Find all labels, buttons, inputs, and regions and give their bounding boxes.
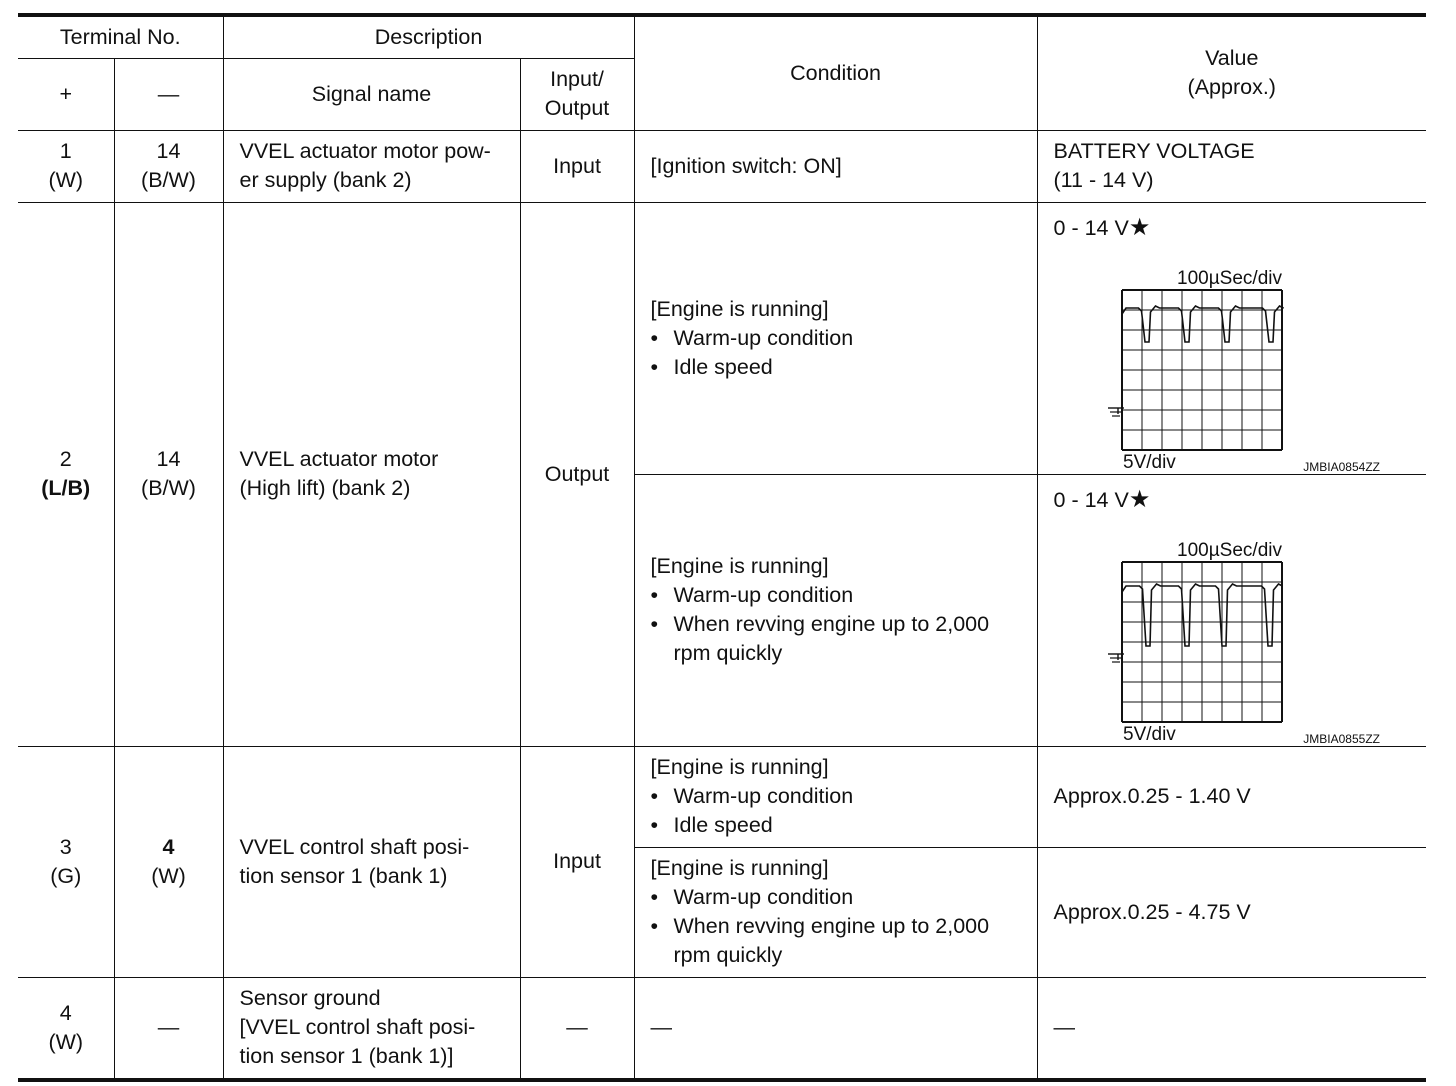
value-cell: Approx.0.25 - 1.40 V [1037, 746, 1426, 847]
terminal-minus-no: 14 [156, 447, 181, 471]
header-value-line2: (Approx.) [1187, 75, 1276, 100]
value-cell [1037, 474, 1426, 746]
signal-name-line: er supply (bank 2) [239, 168, 412, 192]
terminal-plus-color: (W) [48, 168, 84, 192]
signal-name-cell [223, 202, 520, 746]
condition-header: [Engine is running] [650, 856, 829, 880]
condition-header: [Engine is running] [650, 296, 829, 321]
condition-bullets [651, 782, 1029, 840]
terminal-minus-color: (B/W) [141, 476, 196, 500]
signal-name-cell [223, 130, 520, 202]
header-terminal-no: Terminal No. [18, 15, 223, 58]
header-minus: — [114, 58, 223, 130]
table-row [18, 746, 1426, 847]
terminal-minus-cell: — [114, 977, 223, 1080]
condition-header: [Engine is running] [650, 554, 829, 578]
table-row [18, 130, 1426, 202]
terminal-plus-no: 2 [59, 447, 72, 471]
volt-scale-label: 5V/div [1122, 723, 1176, 745]
header-value [1037, 15, 1426, 130]
table-row [18, 977, 1426, 1080]
signal-name-cell [223, 746, 520, 977]
condition-bullets [651, 581, 1029, 668]
figure-code: JMBIA0855ZZ [1302, 731, 1380, 746]
terminal-plus-no: 4 [59, 1000, 72, 1025]
table-row [18, 202, 1426, 474]
oscilloscope-waveform [1054, 245, 1389, 474]
signal-name-cell [223, 977, 520, 1080]
condition-cell: [Ignition switch: ON] [634, 130, 1037, 202]
value-cell: — [1037, 977, 1426, 1080]
header-io-line2: Output [544, 96, 610, 120]
signal-name-line: [VVEL control shaft posi- [239, 1015, 476, 1040]
signal-name-line: tion sensor 1 (bank 1) [239, 863, 448, 888]
terminal-plus-color: (L/B) [41, 476, 91, 500]
terminal-plus-cell [18, 130, 114, 202]
terminal-plus-cell [18, 977, 114, 1080]
condition-bullet: • Idle speed [651, 811, 1029, 840]
condition-cell [634, 847, 1037, 977]
header-description: Description [223, 15, 634, 58]
value-line: BATTERY VOLTAGE [1053, 139, 1255, 163]
star-icon: ★ [1128, 213, 1151, 241]
terminal-plus-no: 3 [59, 834, 72, 859]
oscilloscope-waveform [1054, 517, 1389, 746]
header-signal-name: Signal name [223, 58, 520, 130]
terminal-plus-color: (G) [50, 863, 82, 888]
header-io-line1: Input/ [550, 67, 604, 91]
value-cell [1037, 130, 1426, 202]
header-value-line1: Value [1205, 46, 1259, 71]
value-range [1054, 213, 1419, 243]
io-cell: Input [520, 130, 634, 202]
condition-bullet: • Warm-up condition [651, 581, 1029, 610]
condition-bullets [651, 883, 1029, 970]
terminal-minus-no: 14 [156, 139, 181, 163]
header-condition: Condition [634, 15, 1037, 130]
condition-bullet: • Warm-up condition [651, 324, 1029, 353]
terminal-minus-color: (W) [151, 863, 186, 888]
signal-name-line: VVEL actuator motor [239, 447, 439, 471]
condition-bullet: • When revving engine up to 2,000 rpm quickly [651, 610, 1029, 668]
terminal-plus-no: 1 [59, 139, 72, 163]
condition-cell [634, 746, 1037, 847]
signal-name-line: tion sensor 1 (bank 1)] [239, 1044, 454, 1069]
terminal-spec-table [18, 13, 1426, 1082]
terminal-minus-cell [114, 202, 223, 746]
condition-bullet: • When revving engine up to 2,000 rpm quickly [651, 912, 1029, 970]
terminal-minus-no: 4 [162, 834, 175, 859]
condition-bullets [651, 324, 1029, 382]
time-scale-label: 100µSec/div [1176, 267, 1282, 289]
condition-bullet: • Warm-up condition [651, 782, 1029, 811]
terminal-minus-color: (B/W) [141, 168, 196, 192]
figure-code: JMBIA0854ZZ [1302, 459, 1380, 474]
star-icon: ★ [1128, 485, 1151, 513]
value-text: 0 - 14 V [1053, 215, 1129, 240]
condition-bullet: • Idle speed [651, 353, 1029, 382]
header-input-output [520, 58, 634, 130]
io-cell: — [520, 977, 634, 1080]
header-plus: + [18, 58, 114, 130]
terminal-minus-cell [114, 130, 223, 202]
value-text: 0 - 14 V [1053, 487, 1129, 512]
condition-header: [Engine is running] [650, 755, 829, 779]
condition-bullet: • Warm-up condition [651, 883, 1029, 912]
terminal-plus-cell [18, 746, 114, 977]
value-line: (11 - 14 V) [1053, 168, 1154, 192]
signal-name-line: (High lift) (bank 2) [239, 476, 411, 500]
io-cell: Input [520, 746, 634, 977]
scope-grid [1122, 290, 1282, 450]
time-scale-label: 100µSec/div [1176, 539, 1282, 561]
signal-name-line: Sensor ground [239, 986, 381, 1011]
waveform-trace [1122, 306, 1284, 342]
value-cell [1037, 202, 1426, 474]
value-range [1054, 485, 1419, 515]
condition-cell: — [634, 977, 1037, 1080]
terminal-minus-cell [114, 746, 223, 977]
terminal-plus-cell [18, 202, 114, 746]
terminal-plus-color: (W) [48, 1029, 84, 1054]
volt-scale-label: 5V/div [1122, 451, 1176, 473]
signal-name-line: VVEL actuator motor pow- [239, 139, 491, 163]
condition-cell [634, 202, 1037, 474]
io-cell: Output [520, 202, 634, 746]
condition-cell [634, 474, 1037, 746]
value-cell: Approx.0.25 - 4.75 V [1037, 847, 1426, 977]
signal-name-line: VVEL control shaft posi- [239, 834, 470, 859]
